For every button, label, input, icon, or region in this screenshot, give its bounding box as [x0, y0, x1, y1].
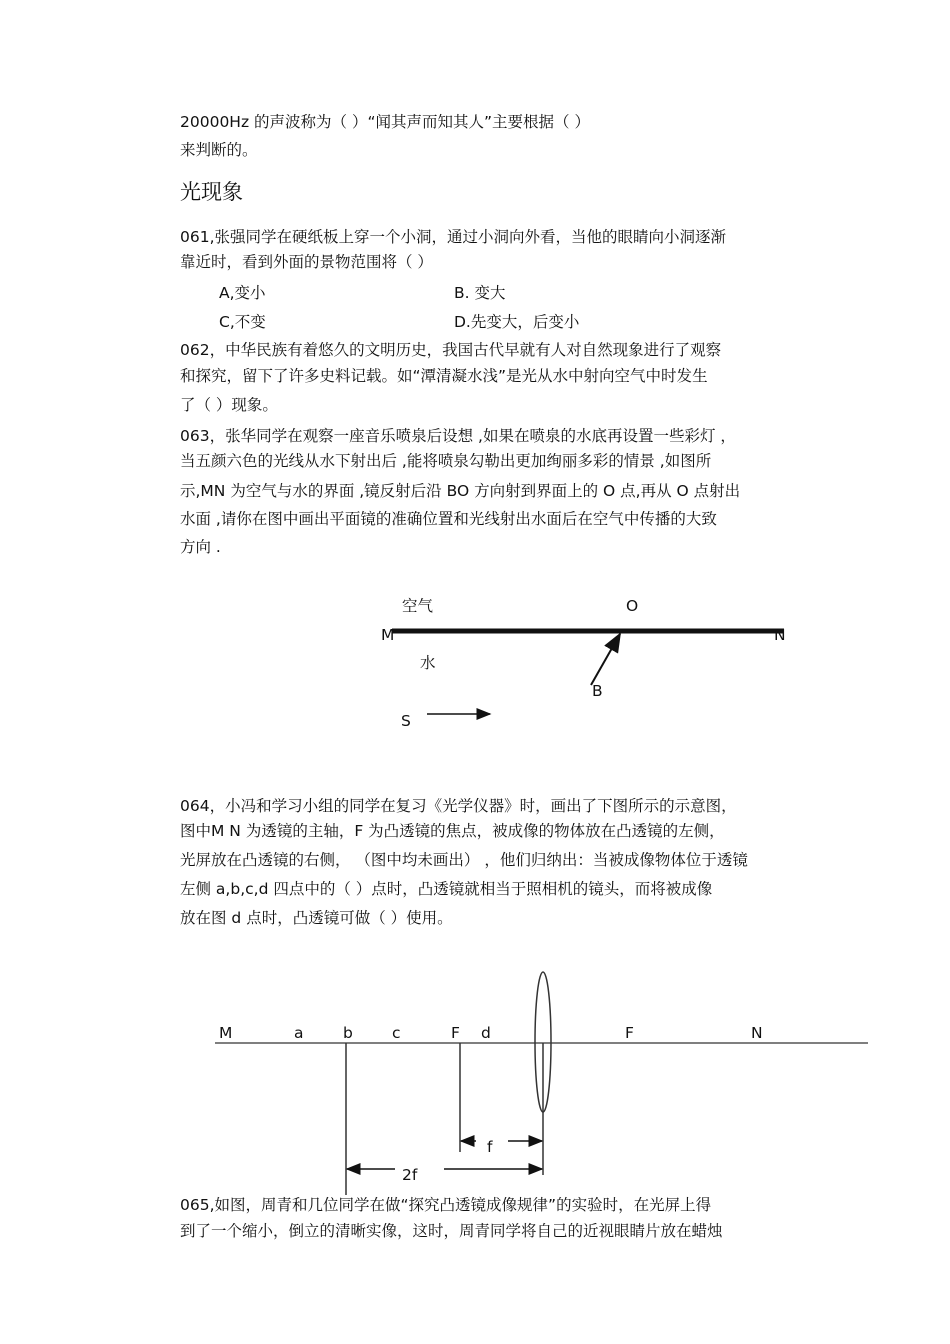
fig2-diagram — [215, 972, 868, 1195]
fig1-ray-bo — [591, 634, 620, 685]
fig2-label-n: N — [751, 1024, 763, 1042]
q064-line-4: 左侧 a,b,c,d 四点中的（ ）点时，凸透镜就相当于照相机的镜头，而将被成像 — [180, 880, 713, 898]
q063-line-4: 水面 ,请你在图中画出平面镜的准确位置和光线射出水面后在空气中传播的大致 — [180, 510, 717, 528]
fig1-label-air: 空气 — [402, 597, 434, 615]
fig1-label-water: 水 — [420, 654, 436, 672]
intro-line-1: 20000Hz 的声波称为（ ）“闻其声而知其人”主要根据（ ） — [180, 113, 590, 131]
intro-line-2: 来判断的。 — [180, 141, 258, 159]
fig2-label-f-right: F — [625, 1024, 634, 1042]
fig1-label-m: M — [381, 626, 395, 644]
fig2-label-b: b — [343, 1024, 353, 1042]
section-title: 光现象 — [180, 180, 243, 204]
fig1-label-b: B — [592, 682, 603, 700]
fig2-label-c: c — [392, 1024, 401, 1042]
q062-line-1: 062，中华民族有着悠久的文明历史，我国古代早就有人对自然现象进行了观察 — [180, 341, 722, 359]
q064-line-5: 放在图 d 点时，凸透镜可做（ ）使用。 — [180, 909, 453, 927]
fig2-label-m: M — [219, 1024, 233, 1042]
q061-option-a: A,变小 — [219, 284, 266, 302]
q062-line-3: 了（ ）现象。 — [180, 396, 278, 414]
fig1-label-n: N — [774, 626, 786, 644]
q061-option-b: B. 变大 — [454, 284, 506, 302]
q061-option-d: D.先变大，后变小 — [454, 313, 580, 331]
fig2-label-f: f — [487, 1138, 493, 1156]
q063-line-5: 方向 . — [180, 538, 221, 556]
q063-line-3: 示,MN 为空气与水的界面 ,镜反射后沿 BO 方向射到界面上的 O 点,再从 O 点射出 — [180, 482, 741, 500]
q064-line-2: 图中M N 为透镜的主轴，F 为凸透镜的焦点，被成像的物体放在凸透镜的左侧， — [180, 822, 725, 840]
q063-line-1: 063，张华同学在观察一座音乐喷泉后设想 ,如果在喷泉的水底再设置一些彩灯 ， — [180, 427, 736, 445]
fig1-label-s: S — [401, 712, 411, 730]
q065-line-2: 到了一个缩小，倒立的清晰实像，这时，周青同学将自己的近视眼睛片放在蜡烛 — [180, 1222, 723, 1240]
q061-line-2: 靠近时，看到外面的景物范围将（ ） — [180, 253, 433, 271]
q065-line-1: 065,如图，周青和几位同学在做“探究凸透镜成像规律”的实验时，在光屏上得 — [180, 1196, 712, 1214]
q064-line-3: 光屏放在凸透镜的右侧， （图中均未画出） ，他们归纳出：当被成像物体位于透镜 — [180, 851, 748, 869]
fig2-label-a: a — [294, 1024, 304, 1042]
q064-line-1: 064，小冯和学习小组的同学在复习《光学仪器》时，画出了下图所示的示意图， — [180, 797, 737, 815]
fig2-label-f-left: F — [451, 1024, 460, 1042]
fig2-label-2f: 2f — [402, 1166, 418, 1184]
fig1-label-o: O — [626, 597, 639, 615]
q063-line-2: 当五颜六色的光线从水下射出后 ,能将喷泉勾勒出更加绚丽多彩的情景 ,如图所 — [180, 452, 712, 470]
fig2-label-d: d — [481, 1024, 491, 1042]
q061-line-1: 061,张强同学在硬纸板上穿一个小洞，通过小洞向外看，当他的眼睛向小洞逐渐 — [180, 228, 727, 246]
q062-line-2: 和探究，留下了许多史料记载。如“潭清凝水浅”是光从水中射向空气中时发生 — [180, 367, 708, 385]
q061-option-c: C,不变 — [219, 313, 266, 331]
fig1-diagram — [392, 631, 784, 714]
